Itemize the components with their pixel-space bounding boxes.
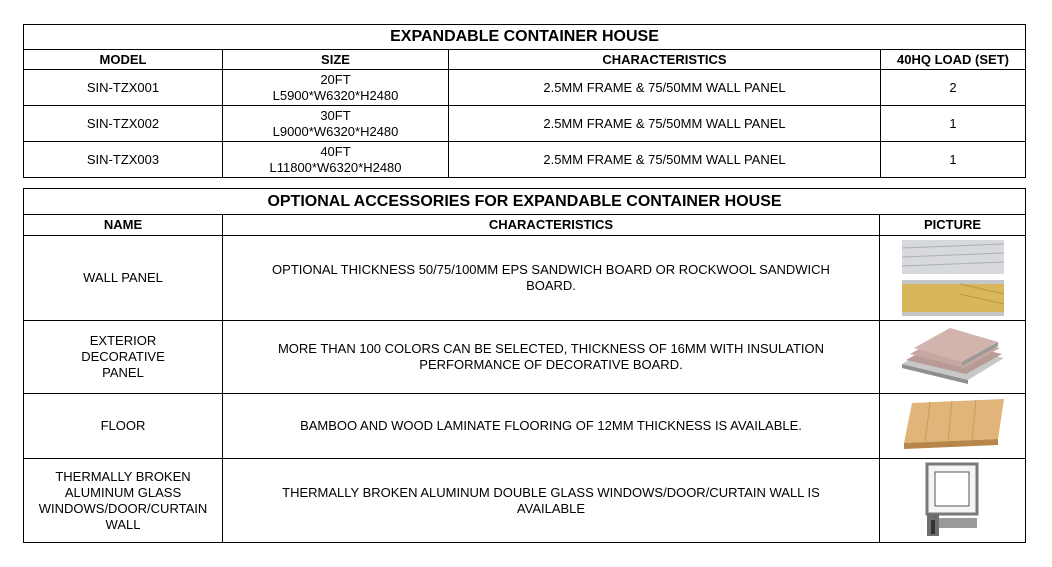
name-cell (24, 236, 223, 321)
header-characteristics: CHARACTERISTICS (449, 50, 881, 70)
name-cell (24, 459, 223, 543)
load-cell: 1 (881, 106, 1026, 142)
name-line: WALL (105, 516, 141, 532)
characteristics-cell: 2.5MM FRAME & 75/50MM WALL PANEL (449, 106, 881, 142)
characteristics-line: BOARD. (526, 278, 576, 293)
table-row (24, 236, 1026, 321)
accessories-table (23, 188, 1026, 543)
characteristics-line: THERMALLY BROKEN ALUMINUM DOUBLE GLASS WINDOWS/DOOR/CURTAIN WALL IS (282, 484, 820, 500)
name-line: THERMALLY BROKEN (55, 468, 191, 484)
size-ft: 30FT (320, 107, 351, 123)
header-picture: PICTURE (880, 215, 1026, 236)
picture-cell (880, 394, 1026, 459)
table-row (24, 70, 1026, 106)
size-cell (223, 106, 449, 142)
size-ft: 40FT (320, 143, 351, 159)
model-cell: SIN-TZX001 (24, 70, 223, 106)
table-row (24, 106, 1026, 142)
container-house-table (23, 24, 1026, 178)
table-row (24, 142, 1026, 178)
characteristics-cell (223, 236, 880, 321)
characteristics-cell: 2.5MM FRAME & 75/50MM WALL PANEL (449, 70, 881, 106)
table-title: OPTIONAL ACCESSORIES FOR EXPANDABLE CONTAINER HOUSE (24, 189, 1026, 215)
floor-icon (900, 397, 1006, 455)
characteristics-line: BAMBOO AND WOOD LAMINATE FLOORING OF 12MM THICKNESS IS AVAILABLE. (300, 418, 802, 433)
characteristics-cell (223, 321, 880, 394)
picture-cell (880, 459, 1026, 543)
table-title: EXPANDABLE CONTAINER HOUSE (24, 25, 1026, 50)
characteristics-cell (223, 394, 880, 459)
window-frame-icon (923, 462, 983, 540)
table-row (24, 394, 1026, 459)
table-row (24, 321, 1026, 394)
name-line: PANEL (102, 365, 144, 380)
name-line: WALL PANEL (83, 270, 163, 285)
load-cell: 2 (881, 70, 1026, 106)
characteristics-line: PERFORMANCE OF DECORATIVE BOARD. (419, 357, 683, 372)
name-line: ALUMINUM GLASS (64, 484, 182, 500)
characteristics-line: MORE THAN 100 COLORS CAN BE SELECTED, THICKNESS OF 16MM WITH INSULATION (277, 341, 825, 356)
characteristics-cell: 2.5MM FRAME & 75/50MM WALL PANEL (449, 142, 881, 178)
header-characteristics: CHARACTERISTICS (223, 215, 880, 236)
name-cell (24, 321, 223, 394)
model-cell: SIN-TZX002 (24, 106, 223, 142)
characteristics-line: OPTIONAL THICKNESS 50/75/100MM EPS SANDWICH BOARD OR ROCKWOOL SANDWICH (272, 262, 830, 277)
size-dims: L9000*W6320*H2480 (272, 123, 399, 139)
size-dims: L5900*W6320*H2480 (272, 87, 399, 103)
name-line: DECORATIVE (81, 349, 165, 364)
picture-cell (880, 321, 1026, 394)
name-line: EXTERIOR (89, 333, 157, 348)
header-size: SIZE (223, 50, 449, 70)
size-cell (223, 142, 449, 178)
size-dims: L11800*W6320*H2480 (269, 159, 402, 175)
characteristics-line: AVAILABLE (516, 500, 586, 516)
header-load: 40HQ LOAD (SET) (881, 50, 1026, 70)
header-model: MODEL (24, 50, 223, 70)
table-row (24, 459, 1026, 543)
decorative-panel-icon (898, 324, 1008, 390)
wall-panel-icon (900, 238, 1006, 318)
model-cell: SIN-TZX003 (24, 142, 223, 178)
load-cell: 1 (881, 142, 1026, 178)
name-line: FLOOR (100, 418, 146, 433)
name-cell (24, 394, 223, 459)
size-cell (223, 70, 449, 106)
picture-cell (880, 236, 1026, 321)
characteristics-cell (223, 459, 880, 543)
name-line: WINDOWS/DOOR/CURTAIN (38, 500, 208, 516)
header-name: NAME (24, 215, 223, 236)
size-ft: 20FT (320, 71, 351, 87)
